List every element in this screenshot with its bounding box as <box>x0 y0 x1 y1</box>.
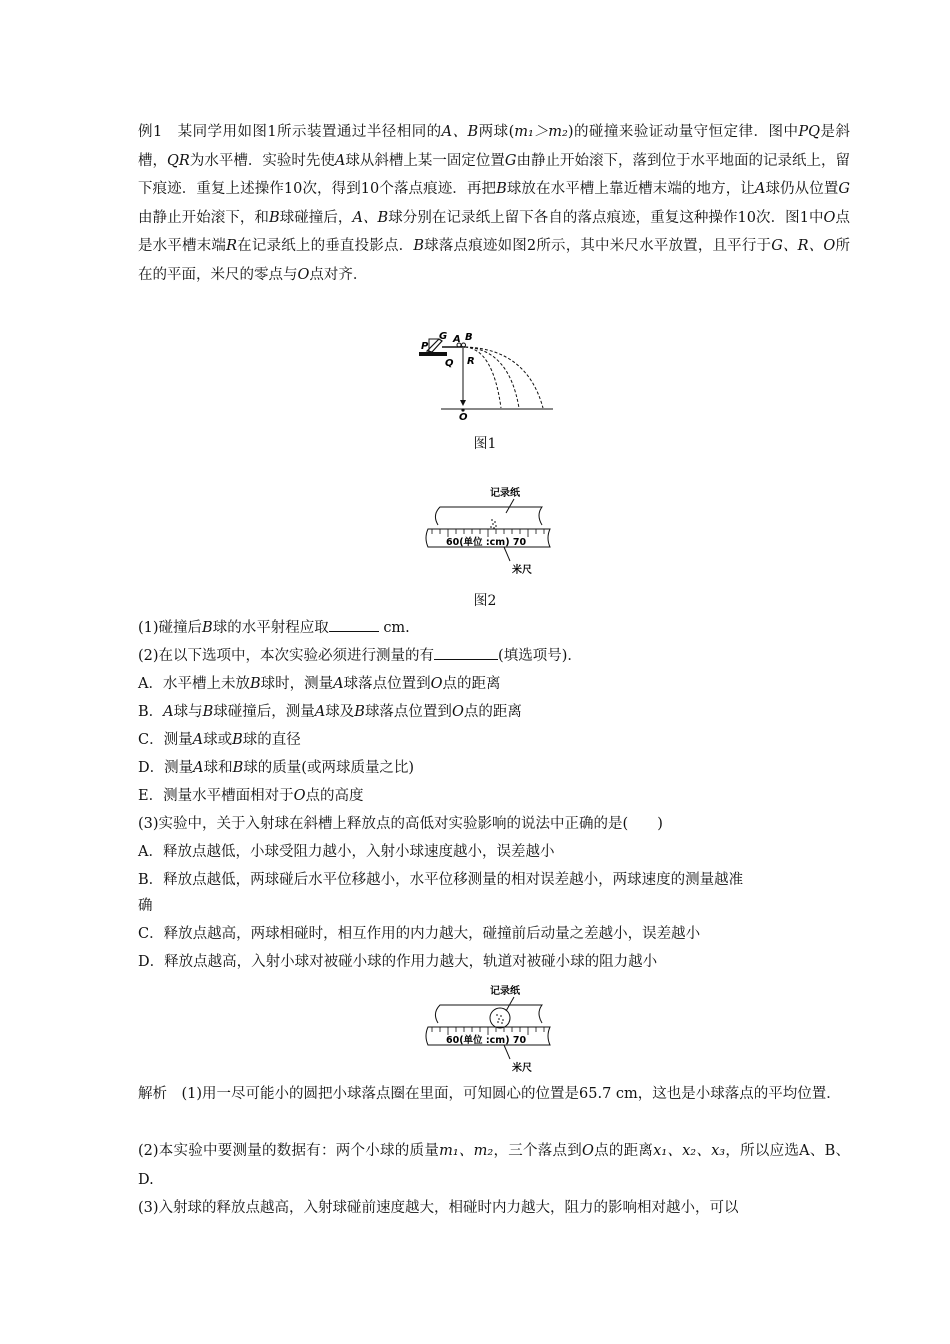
option-3A: A．释放点越低，小球受阻力越小，入射小球速度越小，误差越小 <box>138 844 555 860</box>
fig3-paper-label: 记录纸 <box>490 986 520 997</box>
solution-part-3: (3)入射球的释放点越高，入射球碰前速度越大，相碰时内力越大，阻力的影响相对越小，可以 <box>138 1200 739 1216</box>
option-3B-line2: 确 <box>138 898 153 914</box>
trajectory-3 <box>465 347 543 408</box>
fig1-label-P: P <box>421 341 429 352</box>
fig2-dot <box>492 523 494 525</box>
option-2A: A．水平槽上未放B球时，测量A球落点位置到O点的距离 <box>138 676 501 692</box>
figure-2-caption: 图2 <box>473 593 497 609</box>
fig2-record-paper <box>435 507 542 525</box>
fig3-dot <box>496 1014 498 1016</box>
fig2-ruler-ticks <box>432 529 544 537</box>
example-label: 例1 <box>138 124 163 140</box>
option-2E: E．测量水平槽面相对于O点的高度 <box>138 788 364 804</box>
option-3B-line1: B．释放点越低，两球碰后水平位移越小，水平位移测量的相对误差越小，两球速度的测量越准 <box>138 872 744 888</box>
fig2-dot <box>494 521 496 523</box>
option-3C: C．释放点越高，两球相碰时，相互作用的内力越大，碰撞前后动量之差越小，误差越小 <box>138 926 701 942</box>
fig3-average-circle <box>490 1008 510 1028</box>
figure-1-apparatus <box>415 327 555 427</box>
fig2-dot <box>495 525 497 527</box>
solution-part-1: 解析 (1)用一尽可能小的圆把小球落点圈在里面，可知圆心的位置是65.7 cm，这也是小球落点的平均位置． <box>138 1086 841 1102</box>
question-2: (2)在以下选项中，本次实验必须进行测量的有 (填选项号)． <box>138 644 582 668</box>
fig3-ruler-pointer <box>504 1045 510 1059</box>
fig1-label-Q: Q <box>445 358 454 369</box>
fig3-dot <box>500 1015 502 1017</box>
question-3: (3)实验中，关于入射球在斜槽上释放点的高低对实验影响的说法中正确的是( ) <box>138 816 663 832</box>
fig1-label-B: B <box>465 332 473 343</box>
fig3-dot <box>502 1019 504 1021</box>
fig2-paper-pointer <box>506 499 514 513</box>
answer-blank-2[interactable] <box>434 645 498 660</box>
fig3-scale-text: 60(单位 :cm) 70 <box>446 1035 527 1046</box>
option-3D: D．释放点越高，入射小球对被碰小球的作用力越大，轨道对被碰小球的阻力越小 <box>138 954 658 970</box>
figure-3-ruler-with-circle <box>418 983 558 1075</box>
fig3-dot <box>498 1018 500 1020</box>
question-1: (1)碰撞后B球的水平射程应取 cm. <box>138 616 410 640</box>
option-2C: C．测量A球或B球的直径 <box>138 732 301 748</box>
fig3-paper-pointer <box>506 997 514 1011</box>
fig2-scale-text: 60(单位 :cm) 70 <box>446 537 527 548</box>
fig1-label-A: A <box>453 334 461 345</box>
option-2D: D．测量A球和B球的质量(或两球质量之比) <box>138 760 415 776</box>
fig2-paper-label: 记录纸 <box>490 488 520 499</box>
fig1-label-O: O <box>459 412 468 423</box>
example-paragraph: 例1 某同学用如图1所示装置通过半径相同的A、B两球(m₁＞m₂)的碰撞来验证动量守恒定律．图中PQ是斜槽，QR为水平槽．实验时先使A球从斜槽上某一固定位置G由静止开始滚下，落到位于水平地面的记录纸上，留下痕迹．重复上述操作10次，得到10个落点痕迹．再把B球放在水平槽上靠近槽末端的地方，让A球仍从位置G由静止开始滚下，和B球碰撞后，A、B球分别在记录纸上留下各自的落点痕迹，重复这种操作10次．图1中O点是水平槽末端R在记录纸上的垂直投影点．B球落点痕迹如图2所示，其中米尺水平放置，且平行于G、R、O所在的平面，米尺的零点与O点对齐． <box>138 124 851 283</box>
answer-blank-1[interactable] <box>329 617 379 632</box>
fig1-label-G: G <box>439 331 448 342</box>
fig3-record-paper <box>435 1005 542 1023</box>
option-2B: B．A球与B球碰撞后，测量A球及B球落点位置到O点的距离 <box>138 704 522 720</box>
arrow-head <box>460 400 466 406</box>
figure-2-ruler <box>418 485 558 577</box>
solution-part-2: (2)本实验中要测量的数据有：两个小球的质量m₁、m₂，三个落点到O点的距离x₁、x₂、x₃，所以应选A、B、D. <box>138 1143 851 1188</box>
fig3-ruler-ticks <box>432 1027 544 1035</box>
fig2-dot <box>491 519 493 521</box>
fig2-ruler-pointer <box>504 547 510 561</box>
fig1-label-R: R <box>467 356 475 367</box>
solution-label: 解析 <box>138 1086 167 1102</box>
base-block <box>419 352 447 356</box>
fig3-dot <box>497 1021 499 1023</box>
fig3-ruler-label: 米尺 <box>512 1063 532 1074</box>
fig2-ruler-label: 米尺 <box>512 565 532 576</box>
fig3-dot <box>501 1022 503 1024</box>
fig2-dot <box>490 526 492 528</box>
figure-1-caption: 图1 <box>473 436 497 452</box>
